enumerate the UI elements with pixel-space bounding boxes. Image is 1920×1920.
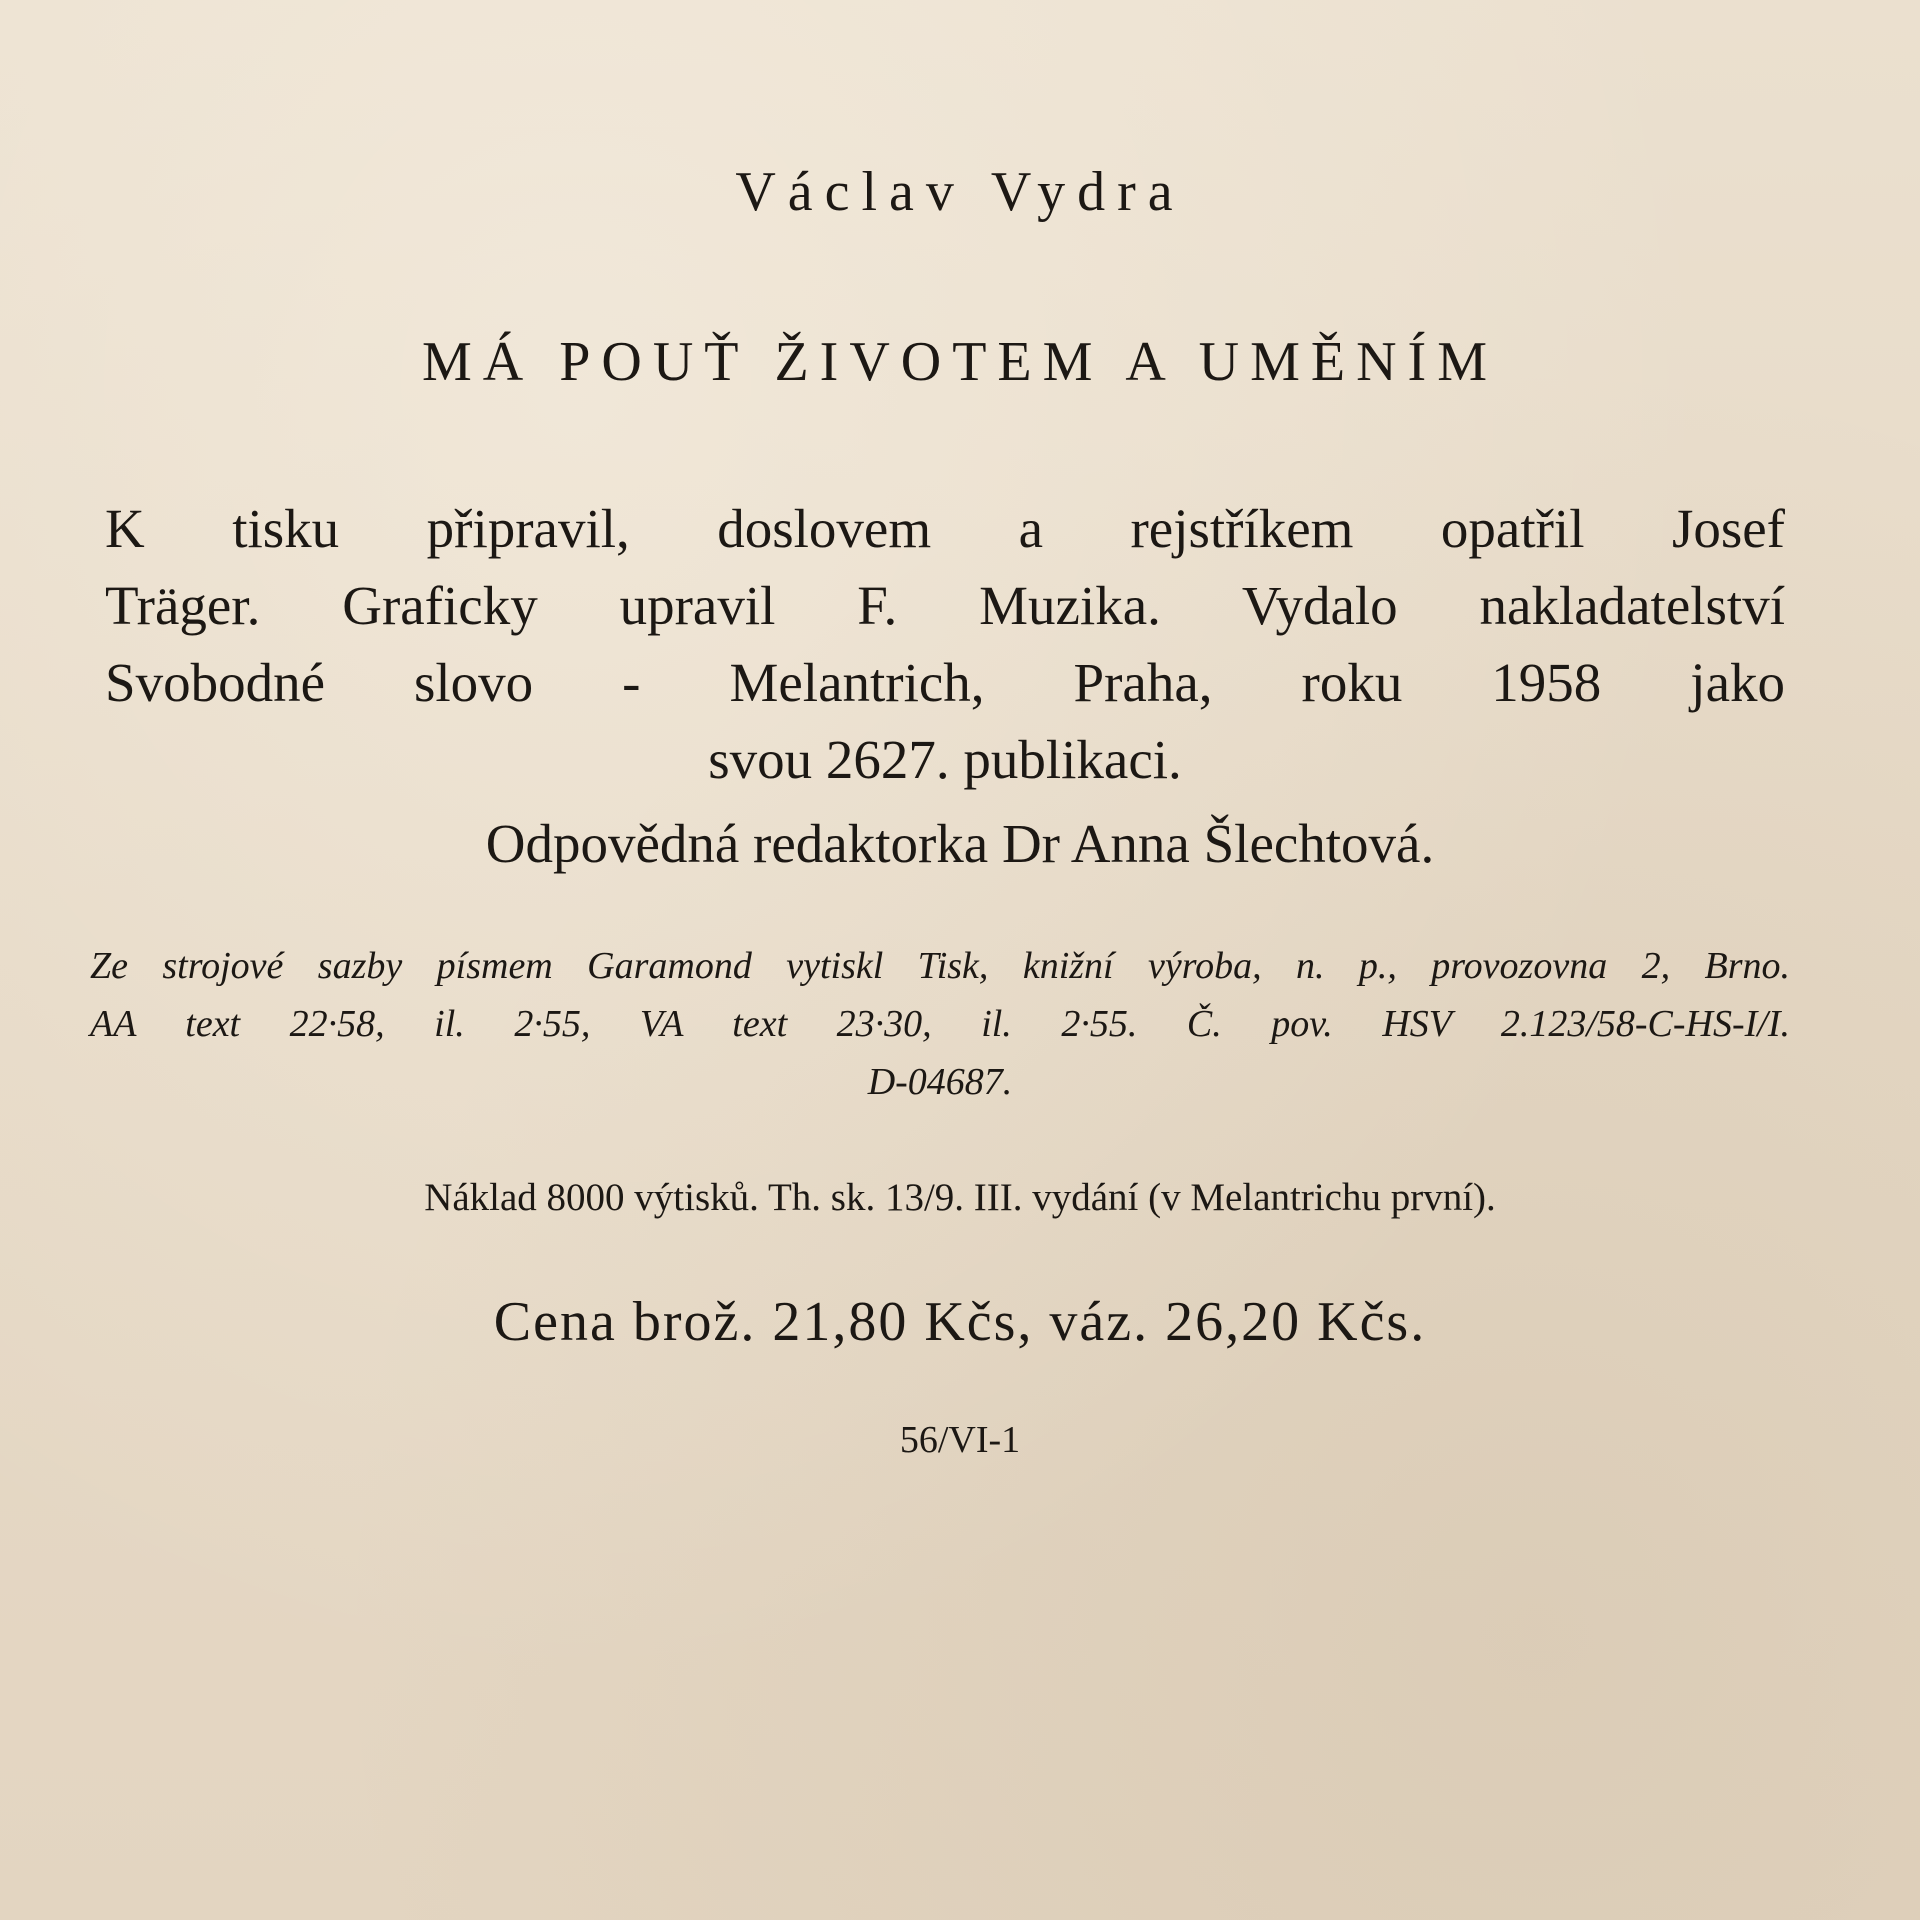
catalog-code: 56/VI-1 xyxy=(899,1419,1021,1461)
imprint-line-3: Svobodné slovo - Melantrich, Praha, roku 1958 jako xyxy=(105,652,1785,713)
imprint-line-4: svou 2627. publikaci. xyxy=(708,729,1182,790)
printing-info-line-1: Ze strojové sazby písmem Garamond vytiskl Tisk, knižní výroba, n. p., provozovna 2, Brno. xyxy=(90,945,1790,987)
print-run-line: Náklad 8000 výtisků. Th. sk. 13/9. III. vydání (v Melantrichu první). xyxy=(424,1176,1496,1219)
imprint-line-2: Träger. Graficky upravil F. Muzika. Vydalo nakladatelství xyxy=(105,575,1785,636)
editor-line: Odpovědná redaktorka Dr Anna Šlechtová. xyxy=(485,813,1435,874)
price-line: Cena brož. 21,80 Kčs, váz. 26,20 Kčs. xyxy=(493,1291,1427,1353)
printing-info-line-2: AA text 22·58, il. 2·55, VA text 23·30, il. 2·55. Č. pov. HSV 2.123/58-C-HS-I/I. xyxy=(90,1003,1790,1045)
imprint-block xyxy=(105,490,1785,798)
book-title: MÁ POUŤ ŽIVOTEM A UMĚNÍM xyxy=(422,331,1498,393)
author-name: Václav Vydra xyxy=(735,161,1185,223)
imprint-line-1: K tisku připravil, doslovem a rejstříkem opatřil Josef xyxy=(105,498,1785,559)
printing-info-line-3: D-04687. xyxy=(867,1061,1013,1103)
printing-info-block xyxy=(90,937,1790,1111)
